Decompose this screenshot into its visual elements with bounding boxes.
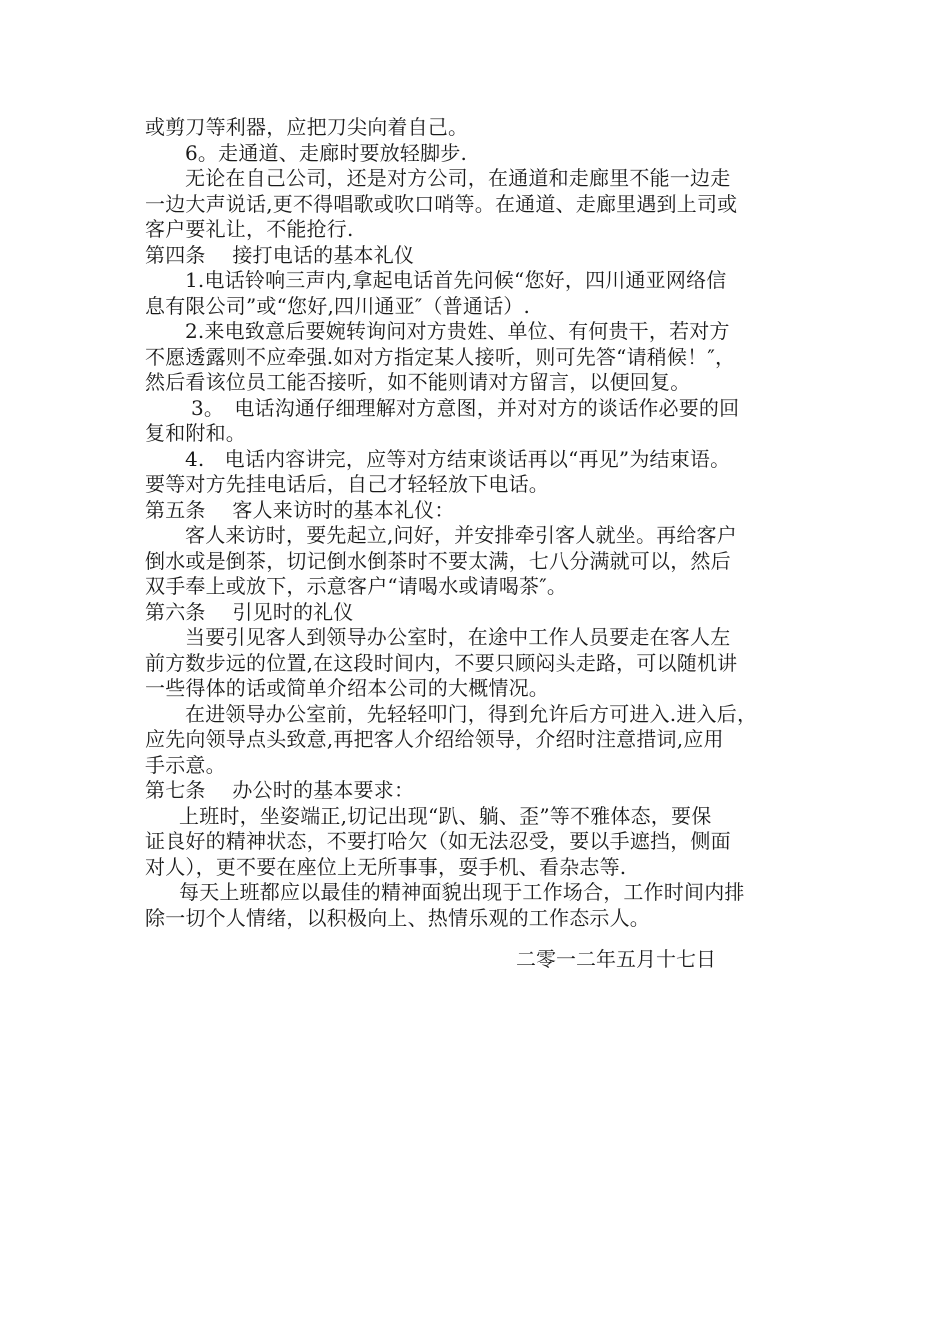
text-line: 要等对方先挂电话后，自己才轻轻放下电话。 (145, 472, 549, 496)
section-heading: 第七条 办公时的基本要求： (145, 778, 415, 802)
text-line: 复和附和。 (145, 421, 246, 445)
text-line: 2.来电致意后要婉转询问对方贵姓、单位、有何贵干，若对方 (185, 319, 730, 343)
text-line: 不愿透露则不应牵强.如对方指定某人接听，则可先答“请稍候！″， (145, 344, 736, 369)
text-line: 6。走通道、走廊时要放轻脚步. (185, 140, 468, 165)
text-line: 客户要礼让，不能抢行. (145, 217, 354, 241)
text-line: 手示意。 (145, 752, 226, 777)
text-line: 倒水或是倒茶，切记倒水倒茶时不要太满，七八分满就可以，然后 (145, 548, 731, 573)
text-line: 然后看该位员工能否接听，如不能则请对方留言，以便回复。 (145, 370, 691, 394)
text-line: 1.电话铃响三声内,拿起电话首先问候“您好，四川通亚网络信 (185, 268, 727, 292)
text-line: 应先向领导点头致意,再把客人介绍给领导，介绍时注意措词,应用 (145, 727, 724, 751)
text-line: 前方数步远的位置,在这段时间内，不要只顾闷头走路，可以随机讲 (145, 650, 738, 675)
text-line: 4. 电话内容讲完，应等对方结束谈话再以“再见”为结束语。 (185, 446, 731, 471)
section-heading: 第五条 客人来访时的基本礼仪： (145, 497, 455, 522)
text-line: 双手奉上或放下，示意客户“请喝水或请喝茶″。 (145, 574, 568, 598)
document-date: 二零一二年五月十七日 (516, 947, 716, 971)
text-line: 每天上班都应以最佳的精神面貌出现于工作场合，工作时间内排 (179, 880, 745, 904)
text-line: 无论在自己公司，还是对方公司，在通道和走廊里不能一边走 (185, 166, 731, 190)
text-line: 客人来访时，要先起立,问好，并安排牵引客人就坐。再给客户 (185, 523, 737, 547)
document-body (145, 115, 809, 931)
text-line: 一边大声说话,更不得唱歌或吹口哨等。在通道、走廊里遇到上司或 (145, 191, 738, 216)
text-line: 上班时，坐姿端正,切记出现“趴、躺、歪”等不雅体态，要保 (179, 803, 712, 828)
text-line: 对人），更不要在座位上无所事事，耍手机、看杂志等. (145, 854, 627, 879)
section-heading: 第六条 引见时的礼仪 (145, 599, 354, 624)
text-line: 在进领导办公室前，先轻轻叩门，得到允许后方可进入.进入后， (185, 701, 758, 726)
text-line: 3。 电话沟通仔细理解对方意图，并对对方的谈话作必要的回 (191, 395, 740, 420)
text-line: 息有限公司”或“您好,四川通亚″（普通话）. (145, 293, 531, 318)
text-line: 证良好的精神状态，不要打哈欠（如无法忍受，要以手遮挡，侧面 (145, 829, 731, 853)
text-line: 除一切个人情绪，以积极向上、热情乐观的工作态示人。 (145, 905, 650, 930)
text-line: 或剪刀等利器，应把刀尖向着自己。 (145, 115, 469, 139)
text-line: 当要引见客人到领导办公室时，在途中工作人员要走在客人左 (185, 625, 731, 649)
section-heading: 第四条 接打电话的基本礼仪 (145, 242, 415, 267)
text-line: 一些得体的话或简单介绍本公司的大概情况。 (145, 676, 549, 700)
